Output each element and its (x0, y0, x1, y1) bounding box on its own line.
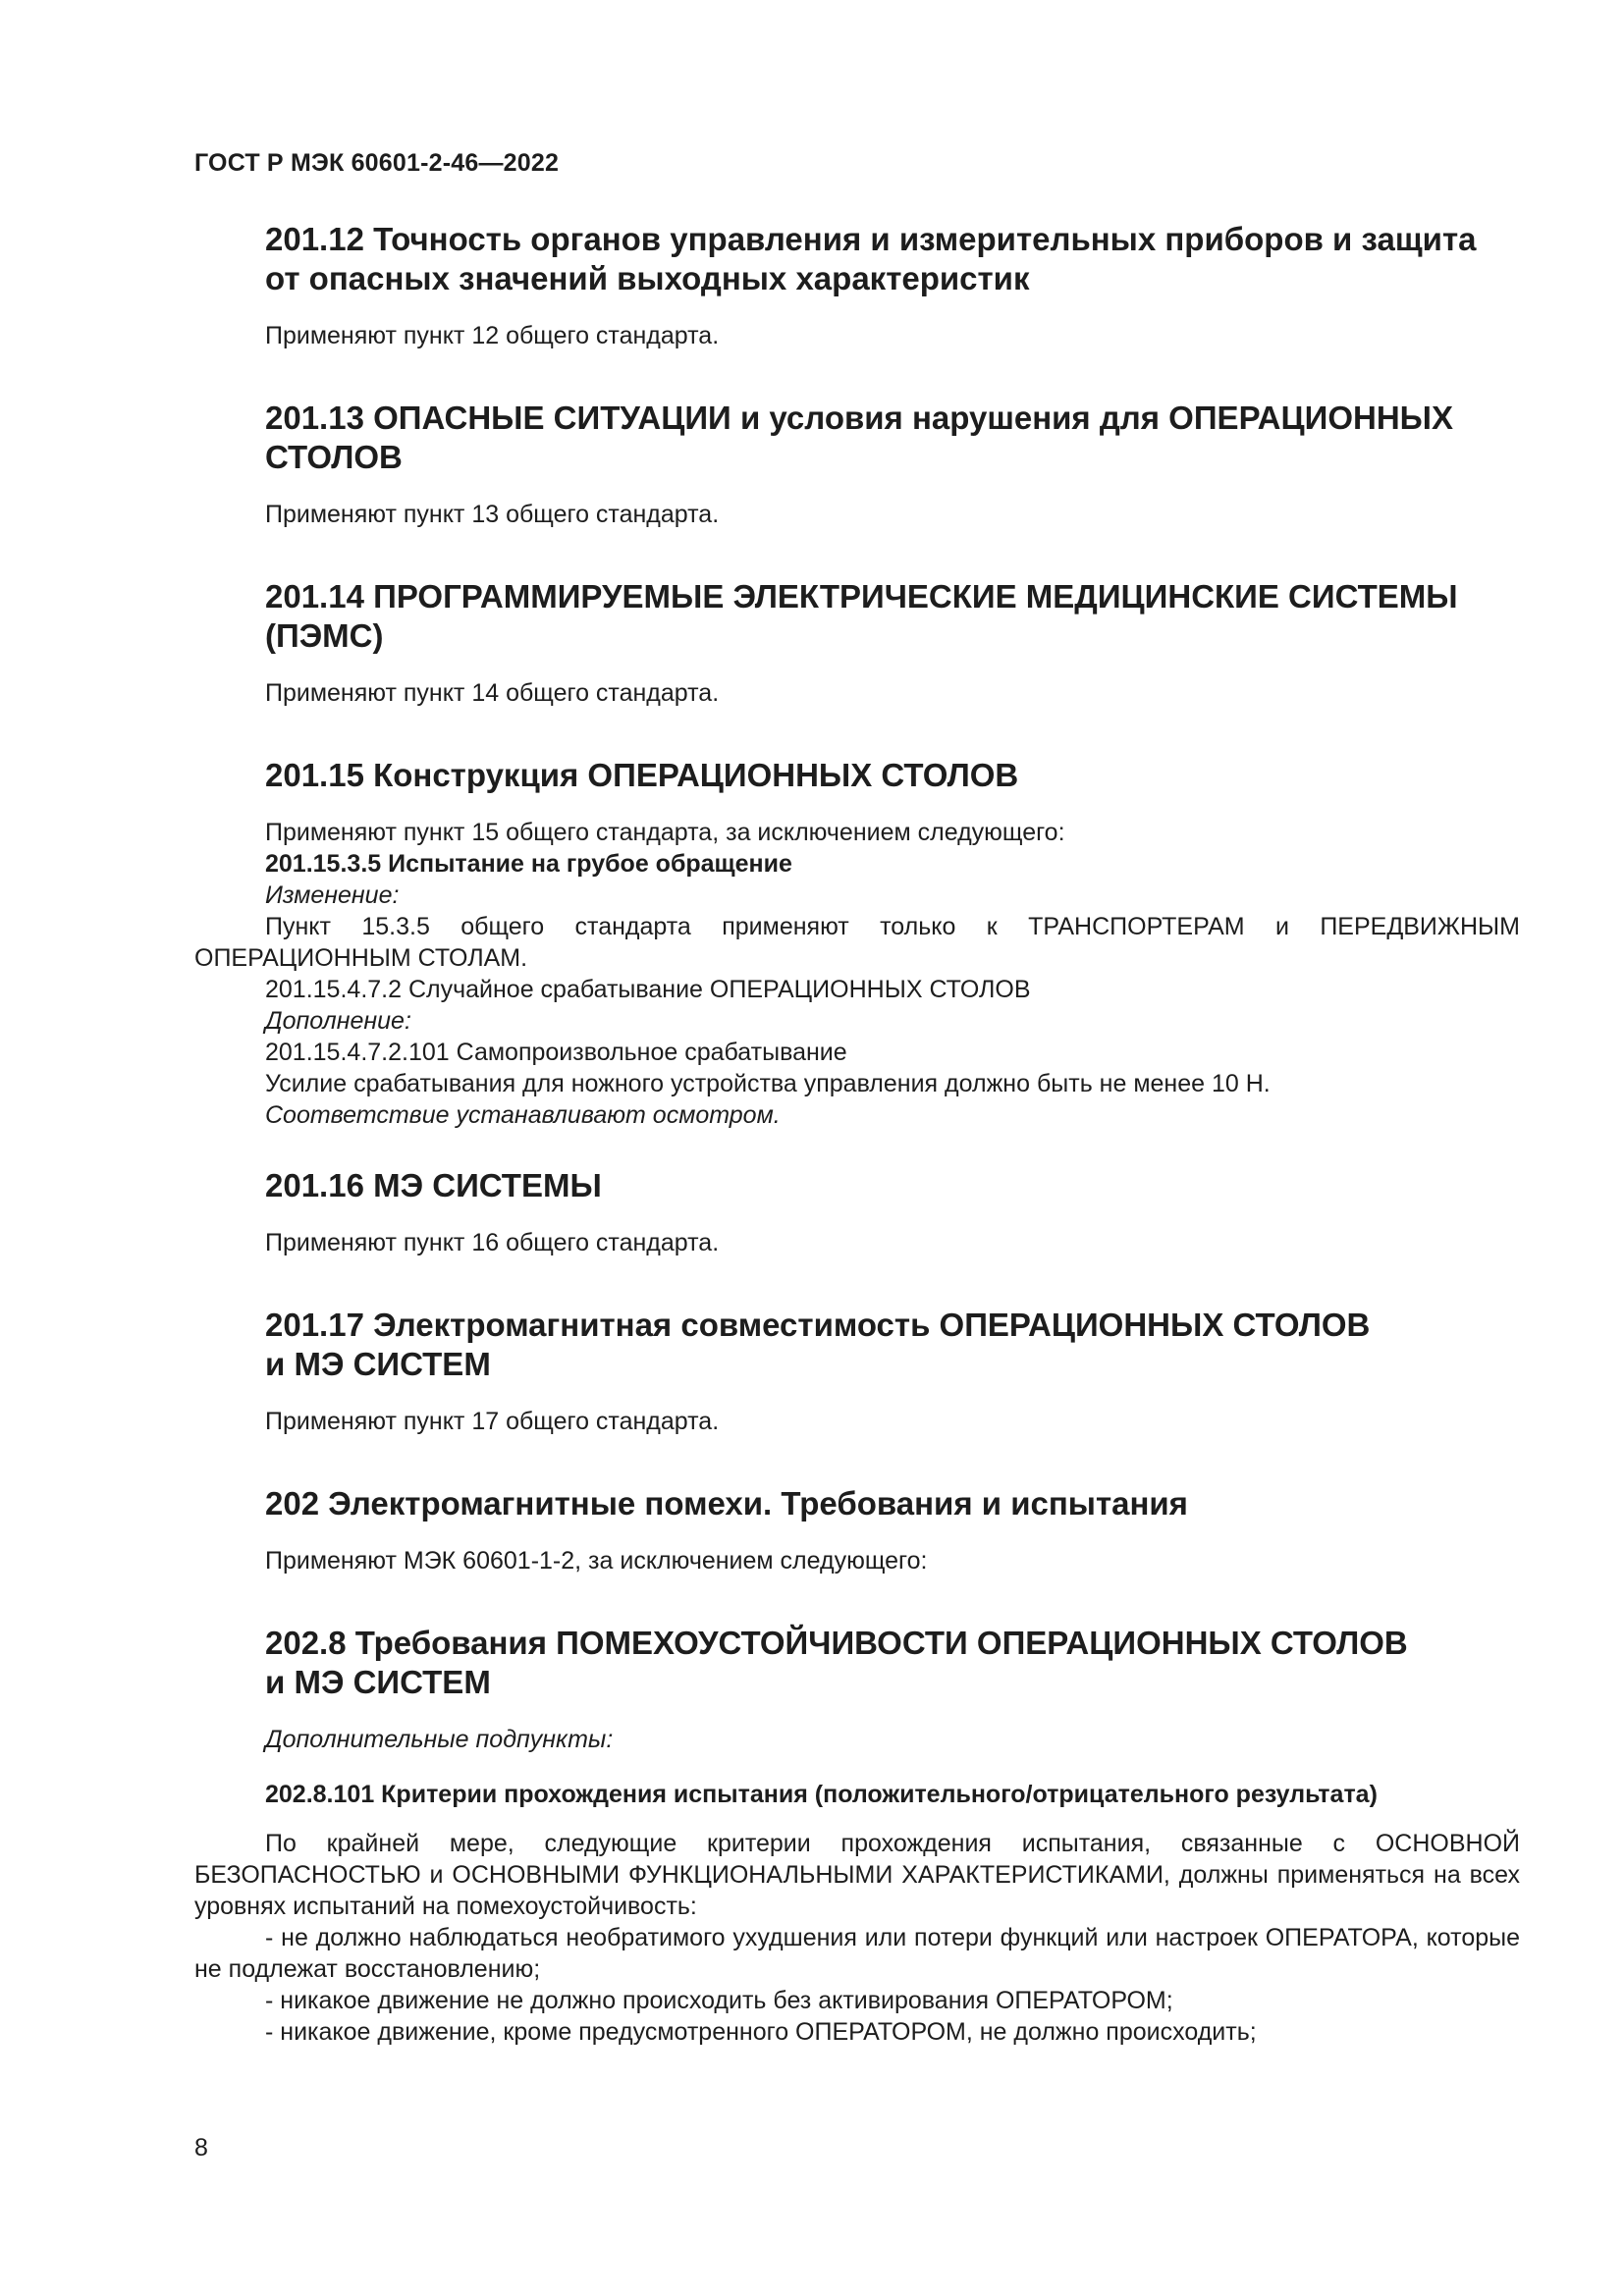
requirement-text: Усилие срабатывания для ножного устройства управления должно быть не менее 10 Н. (265, 1070, 1271, 1097)
section-text-201-12: Применяют пункт 12 общего стандарта. (265, 322, 720, 349)
section-heading-201-12: 201.12 Точность органов управления и измерительных приборов и защита от опасных значений выходных характеристик (265, 221, 1477, 296)
section-heading-201-16: 201.16 МЭ СИСТЕМЫ (265, 1167, 602, 1203)
section-text-201-14: Применяют пункт 14 общего стандарта. (265, 679, 720, 707)
section-text-201-15: Применяют пункт 15 общего стандарта, за исключением следующего: (265, 819, 1065, 846)
addition-label: Дополнение: (265, 1007, 411, 1035)
section-heading-202: 202 Электромагнитные помехи. Требования и испытания (265, 1485, 1188, 1522)
document-body (194, 220, 1520, 2048)
subclause-heading-201-15-3-5: 201.15.3.5 Испытание на грубое обращение (265, 850, 792, 878)
subclause-heading-202-8-101: 202.8.101 Критерии прохождения испытания (положительного/отрицательного результата) (265, 1781, 1378, 1808)
compliance-text: Соответствие устанавливают осмотром. (265, 1101, 781, 1129)
change-label: Изменение: (265, 881, 400, 909)
change-text: Пункт 15.3.5 общего стандарта применяют только к ТРАНСПОРТЕРАМ и ПЕРЕДВИЖНЫМ ОПЕРАЦИОННЫМ СТОЛАМ. (194, 913, 1520, 972)
page-number: 8 (194, 2134, 208, 2162)
clause-201-15-4-7-2: 201.15.4.7.2 Случайное срабатывание ОПЕРАЦИОННЫХ СТОЛОВ (265, 976, 1031, 1003)
section-text-201-17: Применяют пункт 17 общего стандарта. (265, 1408, 720, 1435)
criteria-item: - никакое движение не должно происходить без активирования ОПЕРАТОРОМ; (265, 1987, 1173, 2014)
section-heading-202-8: 202.8 Требования ПОМЕХОУСТОЙЧИВОСТИ ОПЕРАЦИОННЫХ СТОЛОВ и МЭ СИСТЕМ (265, 1625, 1408, 1700)
clause-201-15-4-7-2-101: 201.15.4.7.2.101 Самопроизвольное срабатывание (265, 1039, 847, 1066)
criteria-item: - не должно наблюдаться необратимого ухудшения или потери функций или настроек ОПЕРАТОРА, которые не подлежат восстановлению; (194, 1924, 1520, 1983)
criteria-item: - никакое движение, кроме предусмотренного ОПЕРАТОРОМ, не должно происходить; (265, 2018, 1257, 2046)
section-text-201-16: Применяют пункт 16 общего стандарта. (265, 1229, 720, 1256)
section-text-201-13: Применяют пункт 13 общего стандарта. (265, 501, 720, 528)
section-heading-201-17: 201.17 Электромагнитная совместимость ОПЕРАЦИОННЫХ СТОЛОВ и МЭ СИСТЕМ (265, 1307, 1371, 1382)
section-heading-201-15: 201.15 Конструкция ОПЕРАЦИОННЫХ СТОЛОВ (265, 757, 1019, 793)
additional-subclauses-label: Дополнительные подпункты: (265, 1726, 614, 1753)
section-text-202: Применяют МЭК 60601-1-2, за исключением следующего: (265, 1547, 928, 1575)
document-header: ГОСТ Р МЭК 60601-2-46—2022 (194, 149, 560, 177)
section-heading-201-13: 201.13 ОПАСНЫЕ СИТУАЦИИ и условия нарушения для ОПЕРАЦИОННЫХ СТОЛОВ (265, 400, 1453, 475)
section-heading-201-14: 201.14 ПРОГРАММИРУЕМЫЕ ЭЛЕКТРИЧЕСКИЕ МЕДИЦИНСКИЕ СИСТЕМЫ (ПЭМС) (265, 578, 1458, 654)
criteria-intro: По крайней мере, следующие критерии прохождения испытания, связанные с ОСНОВНОЙ БЕЗОПАСНОСТЬЮ и ОСНОВНЫМИ ФУНКЦИОНАЛЬНЫМИ ХАРАКТЕРИСТИКАМИ, должны применяться на всех уровнях испытаний на помехоустойчивость: (194, 1830, 1520, 1920)
